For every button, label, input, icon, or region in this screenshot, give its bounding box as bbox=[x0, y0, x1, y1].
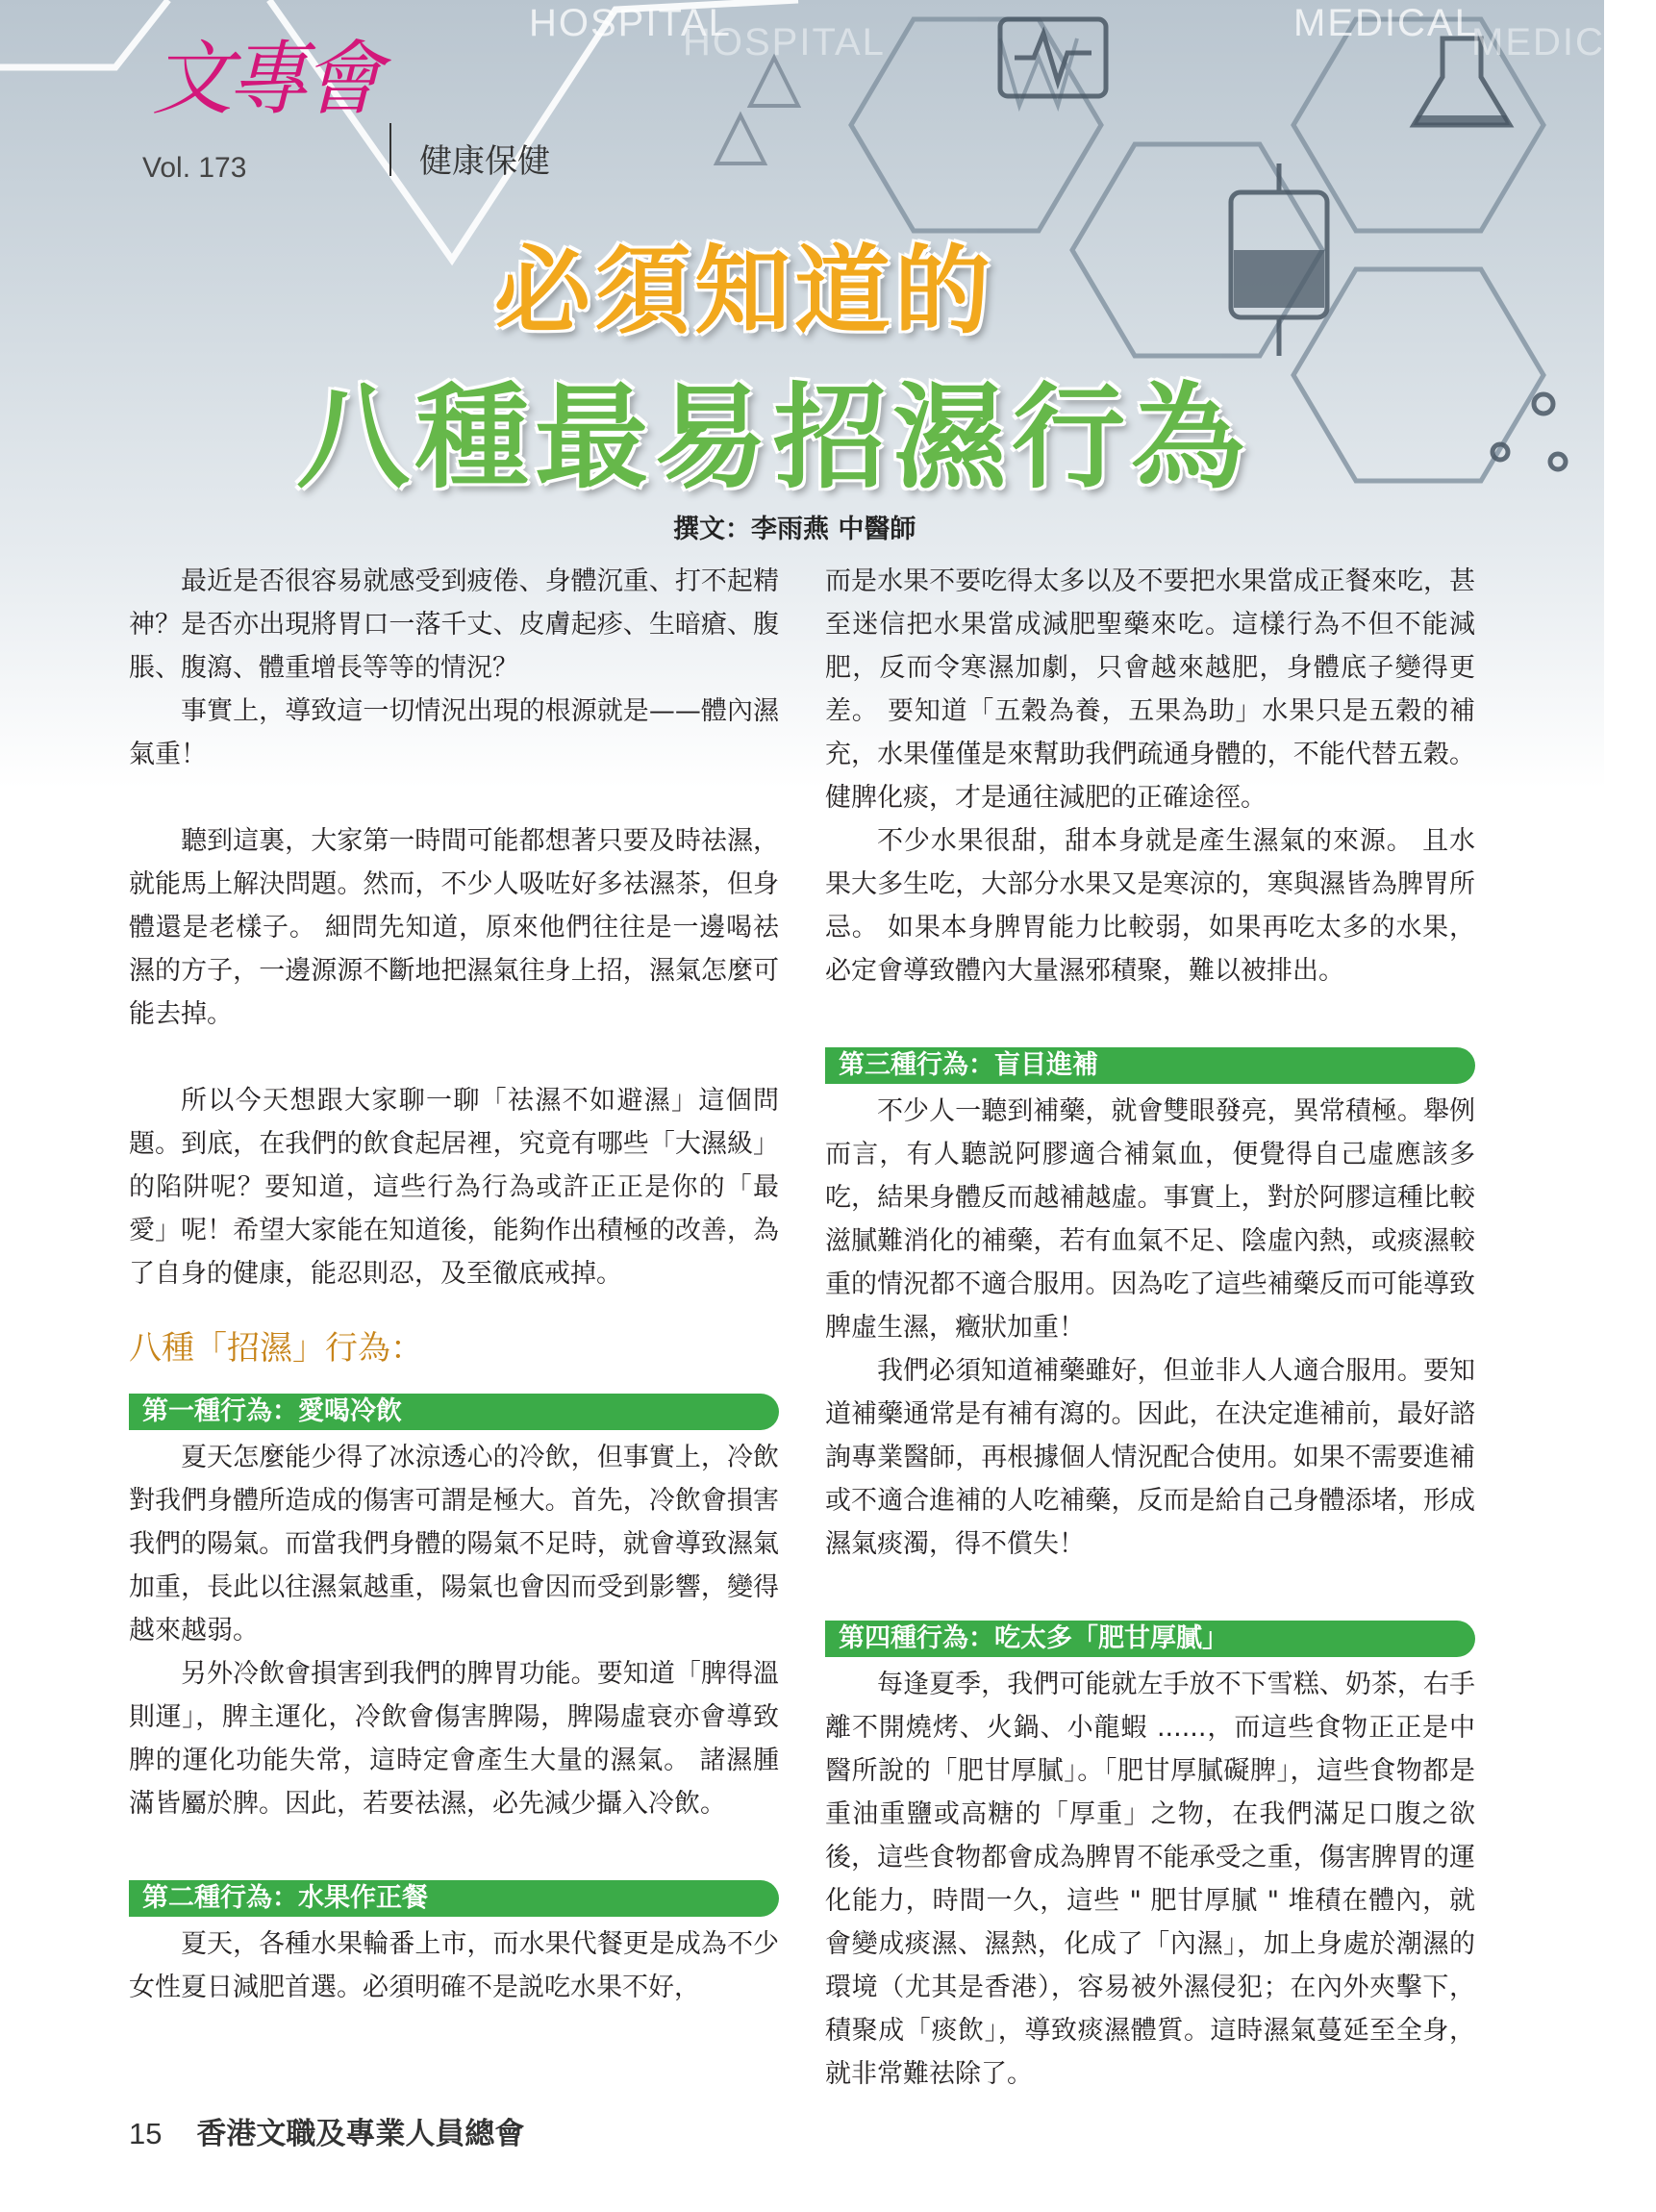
paragraph: 而是水果不要吃得太多以及不要把水果當成正餐來吃，甚至迷信把水果當成減肥聖藥來吃。這樣行為不但不能減肥，反而令寒濕加劇，只會越來越肥，身體底子變得更差。 要知道「五穀為養，五果為助」水果只是五穀的補充，水果僅僅是來幫助我們疏通身體的，不能代替五穀。健脾化痰，才是通往減肥的正確途徑。 bbox=[825, 566, 1475, 813]
paragraph: 夏天怎麼能少得了冰涼透心的冷飲，但事實上，冷飲對我們身體所造成的傷害可謂是極大。首先，冷飲會損害我們的陽氣。而當我們身體的陽氣不足時，就會導致濕氣加重，長此以往濕氣越重，陽氣也會因而受到影響，變得越來越弱。 bbox=[129, 1443, 779, 1646]
title-line-2: 八種最易招濕行為 bbox=[295, 371, 1250, 504]
behavior-4-heading: 第四種行為：吃太多「肥甘厚膩」 bbox=[825, 1621, 1475, 1657]
paragraph: 每逢夏季，我們可能就左手放不下雪糕、奶茶，右手離不開燒烤、火鍋、小龍蝦 ......，而這些食物正正是中醫所說的「肥甘厚膩」。「肥甘厚膩礙脾」，這些食物都是重油重鹽或高糖的「厚重」之物，在我們滿足口腹之欲後，這些食物都會成為脾胃不能承受之重，傷害脾胃的運化能力，時間一久，這些 " 肥甘厚膩 " 堆積在體內，就會變成痰濕、濕熱，化成了「內濕」，加上身處於潮濕的環境（尤其是香港），容易被外濕侵犯；在內外夾擊下，積聚成「痰飲」，導致痰濕體質。這時濕氣蔓延至全身，就非常難祛除了。 bbox=[825, 1670, 1475, 2089]
page-number: 15 bbox=[129, 2117, 163, 2150]
paragraph-gap bbox=[825, 993, 1475, 1036]
paragraph: 另外冷飲會損害到我們的脾胃功能。要知道「脾得溫則運」，脾主運化，冷飲會傷害脾陽，脾陽虛衰亦會導致脾的運化功能失常，這時定會產生大量的濕氣。 諸濕腫滿皆屬於脾。因此，若要祛濕，必先減少攝入冷飲。 bbox=[129, 1659, 779, 1819]
paragraph-gap bbox=[129, 1036, 779, 1079]
logo-text: 文專會 bbox=[152, 32, 378, 126]
paragraph: 我們必須知道補藥雖好，但並非人人適合服用。要知道補藥通常是有補有瀉的。因此，在決定進補前，最好諮詢專業醫師，再根據個人情況配合使用。如果不需要進補或不適合進補的人吃補藥，反而是給自己身體添堵，形成濕氣痰濁，得不償失！ bbox=[825, 1356, 1475, 1559]
header-divider bbox=[389, 123, 391, 176]
paragraph: 事實上，導致這一切情況出現的根源就是——體內濕氣重！ bbox=[129, 696, 779, 769]
magazine-logo bbox=[135, 32, 385, 192]
paragraph: 所以今天想跟大家聊一聊「祛濕不如避濕」這個問題。到底，在我們的飲食起居裡，究竟有哪些「大濕級」的陷阱呢？要知道，這些行為行為或許正正是你的「最愛」呢！希望大家能在知道後，能夠作出積極的改善，為了自身的健康，能忍則忍，及至徹底戒掉。 bbox=[129, 1086, 779, 1289]
paragraph-gap bbox=[825, 1566, 1475, 1609]
background-word: HOSPITAL bbox=[529, 2, 732, 44]
paragraph: 不少人一聽到補藥，就會雙眼發亮，異常積極。舉例而言，有人聽説阿膠適合補氣血，便覺得自己虛應該多吃，結果身體反而越補越虛。事實上，對於阿膠這種比較滋膩難消化的補藥，若有血氣不足、陰虛內熱，或痰濕較重的情況都不適合服用。因為吃了這些補藥反而可能導致脾虛生濕，癥狀加重！ bbox=[825, 1096, 1475, 1343]
paragraph: 最近是否很容易就感受到疲倦、身體沉重、打不起精神？是否亦出現將胃口一落千丈、皮膚起疹、生暗瘡、腹脹、腹瀉、體重增長等等的情況？ bbox=[129, 566, 779, 683]
behavior-1-heading: 第一種行為：愛喝冷飲 bbox=[129, 1394, 779, 1430]
organization-name: 香港文職及專業人員總會 bbox=[196, 2117, 525, 2151]
paragraph: 夏天，各種水果輪番上市，而水果代餐更是成為不少女性夏日減肥首選。必須明確不是説吃水果不好， bbox=[129, 1929, 779, 2002]
background-word: HOSPITAL bbox=[683, 21, 886, 63]
right-column bbox=[825, 560, 1475, 2096]
background-word: MEDICAL bbox=[1471, 21, 1656, 63]
section-label: 健康保健 bbox=[419, 142, 550, 181]
volume-number: Vol. 173 bbox=[142, 152, 247, 184]
paragraph-gap bbox=[129, 1825, 779, 1869]
background-word: MEDICAL bbox=[1293, 2, 1478, 44]
paragraph: 不少水果很甜，甜本身就是產生濕氣的來源。 且水果大多生吃，大部分水果又是寒涼的，寒與濕皆為脾胃所忌。 如果本身脾胃能力比較弱，如果再吃太多的水果，必定會導致體內大量濕邪積聚，難以被排出。 bbox=[825, 826, 1475, 986]
behavior-2-heading: 第二種行為：水果作正餐 bbox=[129, 1880, 779, 1917]
left-column bbox=[129, 560, 779, 2009]
author-byline: 撰文：李雨燕 中醫師 bbox=[673, 515, 916, 544]
page-footer bbox=[129, 2109, 524, 2152]
paragraph-gap bbox=[129, 776, 779, 819]
paragraph: 聽到這裏，大家第一時間可能都想著只要及時祛濕，就能馬上解決問題。然而，不少人吸咗好多祛濕茶，但身體還是老樣子。 細問先知道，原來他們往往是一邊喝祛濕的方子，一邊源源不斷地把濕氣往身上招，濕氣怎麼可能去掉。 bbox=[129, 826, 779, 1029]
title-line-1: 必須知道的 bbox=[494, 235, 994, 347]
section-heading: 八種「招濕」行為： bbox=[129, 1329, 423, 1368]
behavior-3-heading: 第三種行為：盲目進補 bbox=[825, 1047, 1475, 1084]
